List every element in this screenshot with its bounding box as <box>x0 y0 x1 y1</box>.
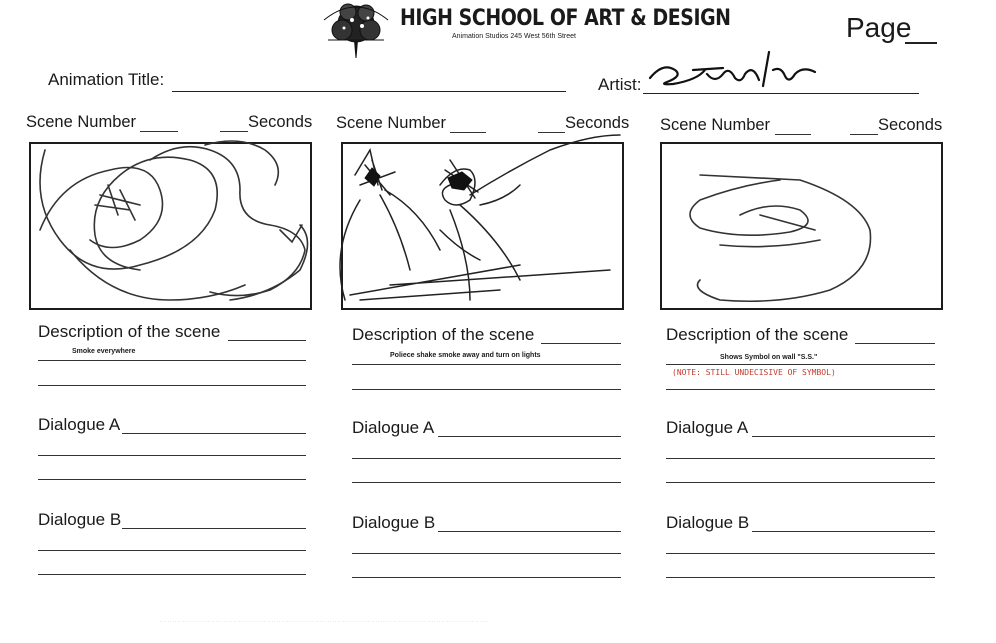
school-name: HIGH SCHOOL OF ART & DESIGN <box>400 6 731 31</box>
footer-fine-print: · · · · · · · · · · · · · · · · · · · · · · · · · · · · · · · · · · · · · · · · · · · · · · · · · · · · · · · · · · · · · · · · · · · · · · · · · · · · · · · · · · · · · · · · · · · · · · · · · · · · · · · · · · · · · · · · · · · · · · · · · · · · · · · · · · <box>160 620 489 624</box>
scene2-description-label: Description of the scene <box>352 325 535 344</box>
scene2-dialogue-b-line[interactable] <box>352 553 621 554</box>
animation-title-label: Animation Title: <box>48 70 165 89</box>
scene3-frame[interactable] <box>660 142 943 310</box>
scene3-scene-number-label: Scene Number <box>660 116 771 134</box>
scene2-dialogue-a-line[interactable] <box>438 436 621 437</box>
scene3-dialogue-a-line[interactable] <box>666 458 935 459</box>
page-number-field[interactable] <box>905 42 937 44</box>
scene1-description-line[interactable] <box>228 340 306 341</box>
animation-title-field[interactable] <box>172 91 566 92</box>
scene3-seconds-field[interactable] <box>850 134 878 135</box>
scene1-description-label: Description of the scene <box>38 322 221 341</box>
scene2-description-line[interactable] <box>352 389 621 390</box>
scene3-scene-number-field[interactable] <box>775 134 811 135</box>
scene1-dialogue-b-line[interactable] <box>38 550 306 551</box>
scene1-dialogue-a-line[interactable] <box>38 455 306 456</box>
page-label: Page <box>846 12 912 43</box>
scene3-description-line[interactable] <box>666 389 935 390</box>
scene3-description-text: Shows Symbol on wall "S.S." <box>720 354 818 361</box>
scene3-dialogue-b-line[interactable] <box>666 553 935 554</box>
scene2-seconds-label: Seconds <box>565 114 630 132</box>
scene1-scene-number-label: Scene Number <box>26 113 137 131</box>
scene3-dialogue-b-line[interactable] <box>752 531 935 532</box>
scene1-dialogue-b-line[interactable] <box>122 528 306 529</box>
scene2-description-line[interactable] <box>541 343 621 344</box>
scene2-dialogue-b-label: Dialogue B <box>352 513 436 532</box>
school-address: Animation Studios 245 West 56th Street <box>452 33 576 40</box>
scene1-dialogue-b-line[interactable] <box>38 574 306 575</box>
scene2-dialogue-a-label: Dialogue A <box>352 418 435 437</box>
scene1-frame[interactable] <box>29 142 312 310</box>
scene1-description-line[interactable] <box>38 385 306 386</box>
school-logo-tree-icon <box>318 0 394 60</box>
scene3-description-label: Description of the scene <box>666 325 849 344</box>
scene1-dialogue-b-label: Dialogue B <box>38 510 122 529</box>
scene1-dialogue-a-label: Dialogue A <box>38 415 121 434</box>
scene3-dialogue-a-line[interactable] <box>752 436 935 437</box>
scene2-scene-number-field[interactable] <box>450 132 486 133</box>
scene2-seconds-field[interactable] <box>538 132 565 133</box>
scene1-seconds-label: Seconds <box>248 113 313 131</box>
artist-label: Artist: <box>598 75 642 94</box>
scene3-description-note: (NOTE: STILL UNDECISIVE OF SYMBOL) <box>672 368 836 377</box>
scene3-dialogue-b-label: Dialogue B <box>666 513 750 532</box>
scene1-seconds-field[interactable] <box>220 131 248 132</box>
scene2-frame[interactable] <box>341 142 624 310</box>
scene2-scene-number-label: Scene Number <box>336 114 447 132</box>
scene3-description-line[interactable] <box>666 364 935 365</box>
artist-signature <box>645 40 835 100</box>
scene3-dialogue-b-line[interactable] <box>666 577 935 578</box>
scene2-description-text: Poliece shake smoke away and turn on lights <box>390 352 541 359</box>
scene3-dialogue-a-label: Dialogue A <box>666 418 749 437</box>
scene3-seconds-label: Seconds <box>878 116 943 134</box>
scene1-dialogue-a-line[interactable] <box>38 479 306 480</box>
scene2-dialogue-b-line[interactable] <box>352 577 621 578</box>
scene1-description-text: Smoke everywhere <box>72 348 136 355</box>
scene3-description-line[interactable] <box>855 343 935 344</box>
scene2-dialogue-a-line[interactable] <box>352 482 621 483</box>
scene2-dialogue-b-line[interactable] <box>438 531 621 532</box>
scene2-description-line[interactable] <box>352 364 621 365</box>
scene2-dialogue-a-line[interactable] <box>352 458 621 459</box>
scene1-scene-number-field[interactable] <box>140 131 178 132</box>
scene1-description-line[interactable] <box>38 360 306 361</box>
scene3-dialogue-a-line[interactable] <box>666 482 935 483</box>
scene1-dialogue-a-line[interactable] <box>122 433 306 434</box>
